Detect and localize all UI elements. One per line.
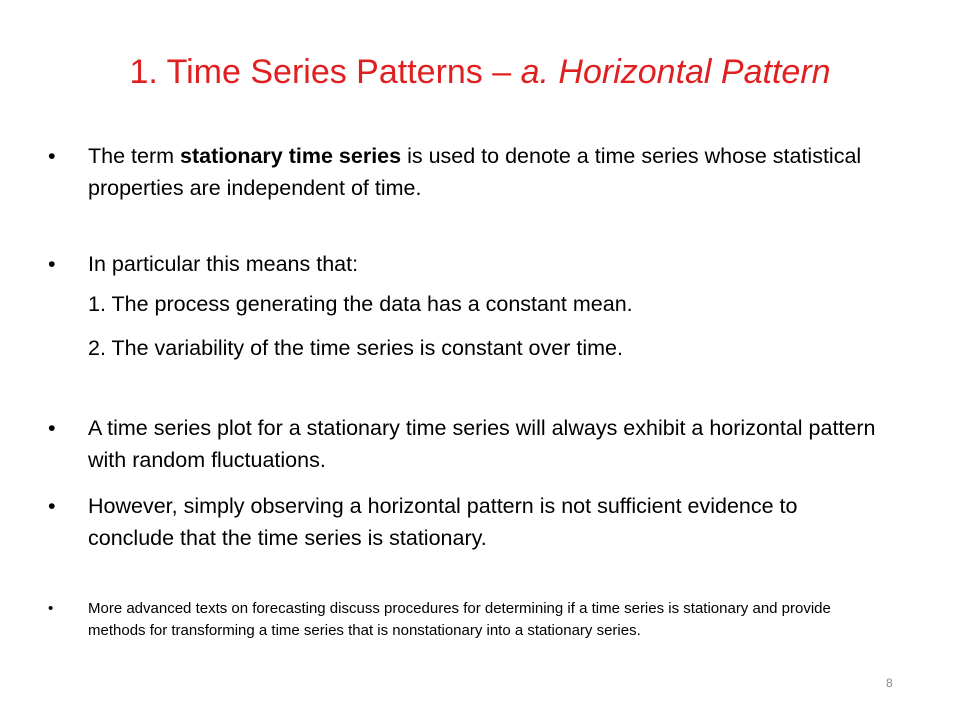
bullet-text-bold: stationary time series <box>180 144 402 168</box>
title-prefix: 1. Time Series Patterns – <box>129 53 521 91</box>
bullet-marker: • <box>48 600 54 617</box>
bullet-marker: • <box>48 144 56 168</box>
bullet-horizontal-pattern <box>48 412 888 476</box>
sub-item-constant-variability: 2. The variability of the time series is constant over time. <box>88 336 623 360</box>
bullet-text: More advanced texts on forecasting discuss procedures for determining if a time series is stationary and provide methods for transforming a time series that is nonstationary into a stationary series. <box>88 600 831 639</box>
slide-title <box>60 50 900 94</box>
bullet-marker: • <box>48 494 56 518</box>
bullet-advanced-texts <box>48 598 888 642</box>
bullet-marker: • <box>48 416 56 440</box>
bullet-text: A time series plot for a stationary time series will always exhibit a horizontal pattern with random fluctuations. <box>88 416 876 472</box>
bullet-text-before: The term <box>88 144 180 168</box>
bullet-text-after: is used to denote a time series whose statistical properties are independent of time. <box>88 144 862 200</box>
page-number: 8 <box>886 676 893 690</box>
bullet-text: However, simply observing a horizontal pattern is not sufficient evidence to conclude that the time series is stationary. <box>88 494 798 550</box>
title-emphasis: a. Horizontal Pattern <box>520 53 831 91</box>
bullet-marker: • <box>48 252 56 276</box>
bullet-in-particular <box>48 248 888 280</box>
bullet-stationary-definition <box>48 140 888 204</box>
bullet-not-sufficient <box>48 490 888 554</box>
bullet-text: In particular this means that: <box>88 252 359 276</box>
slide-body <box>48 140 888 642</box>
sub-item-constant-mean: 1. The process generating the data has a constant mean. <box>88 292 633 316</box>
